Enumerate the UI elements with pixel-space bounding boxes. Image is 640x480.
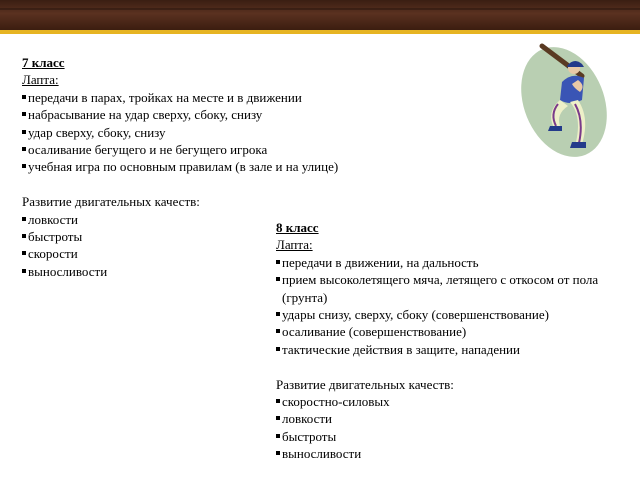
list-item: скорости <box>22 245 382 262</box>
baseball-batter-icon <box>512 40 612 162</box>
header-accent-line <box>0 30 640 34</box>
grade7-subtitle: Лапта: <box>22 72 59 88</box>
grade8-skills-list <box>276 254 616 358</box>
list-item: выносливости <box>276 445 616 462</box>
grade7-skills-list <box>22 89 382 176</box>
list-item: осаливание (совершенствование) <box>276 323 616 340</box>
header-bar <box>0 0 640 30</box>
grade8-qualities-heading: Развитие двигательных качеств: <box>276 376 454 392</box>
grade8-qualities-list <box>276 393 616 463</box>
list-item: тактические действия в защите, нападении <box>276 341 616 358</box>
grade8-section <box>276 219 616 463</box>
list-item: ловкости <box>276 410 616 427</box>
list-item: прием высоколетящего мяча, летящего с откосом от пола (грунта) <box>276 271 616 306</box>
list-item: ловкости <box>22 211 382 228</box>
list-item: осаливание бегущего и не бегущего игрока <box>22 141 382 158</box>
list-item: учебная игра по основным правилам (в зале и на улице) <box>22 158 382 175</box>
grade7-qualities-heading: Развитие двигательных качеств: <box>22 194 200 210</box>
list-item: скоростно-силовых <box>276 393 616 410</box>
list-item: быстроты <box>22 228 382 245</box>
list-item: передачи в движении, на дальность <box>276 254 616 271</box>
list-item: набрасывание на удар сверху, сбоку, снизу <box>22 106 382 123</box>
grade8-subtitle: Лапта: <box>276 237 313 253</box>
list-item: выносливости <box>22 263 382 280</box>
list-item: удар сверху, сбоку, снизу <box>22 124 382 141</box>
grade8-title: 8 класс <box>276 220 319 235</box>
list-item: удары снизу, сверху, сбоку (совершенствование) <box>276 306 616 323</box>
grade7-title: 7 класс <box>22 55 65 70</box>
list-item: передачи в парах, тройках на месте и в движении <box>22 89 382 106</box>
list-item: быстроты <box>276 428 616 445</box>
